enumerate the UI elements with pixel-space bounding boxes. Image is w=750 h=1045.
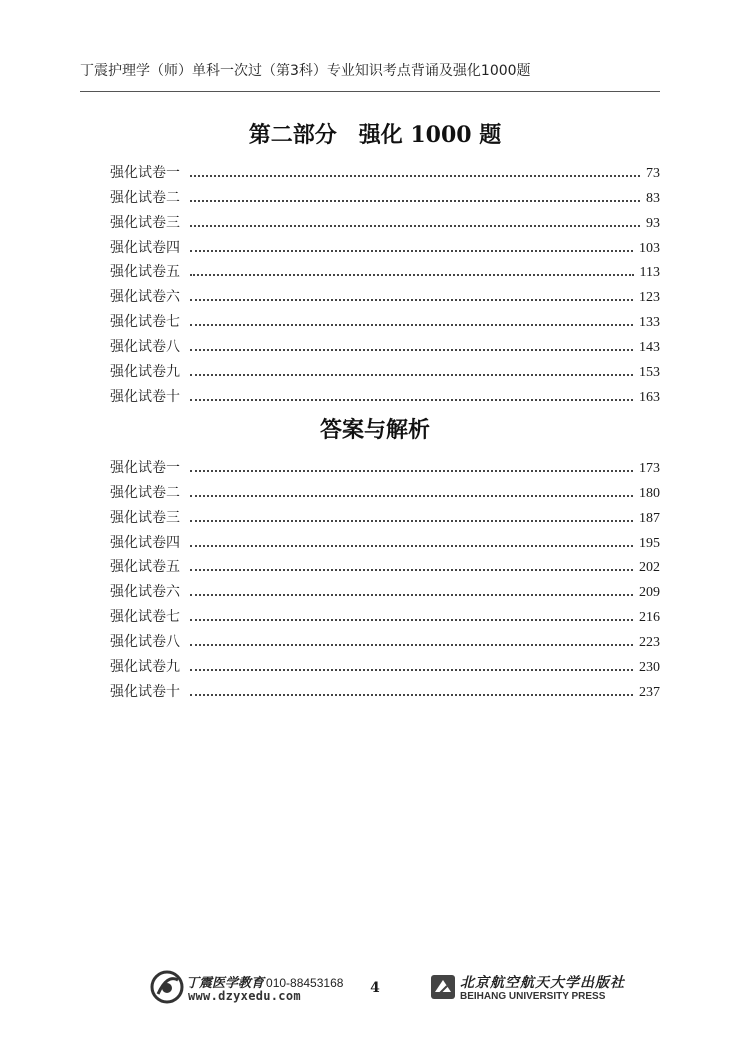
toc-leader-dots [190, 200, 640, 202]
toc-entry [110, 281, 660, 306]
toc-entry-label: 强化试卷七 [110, 609, 180, 626]
toc-leader-dots [190, 545, 633, 547]
toc-entry [110, 527, 660, 552]
toc-entry-label: 强化试卷九 [110, 364, 180, 381]
toc-entry-page: 133 [639, 315, 660, 331]
toc-entry [110, 502, 660, 527]
toc-entry-page: 93 [646, 215, 660, 231]
toc-entry-label: 强化试卷二 [110, 484, 180, 501]
answers-toc-list [110, 452, 660, 701]
toc-entry-label: 强化试卷八 [110, 339, 180, 356]
toc-entry-page: 173 [639, 460, 660, 476]
toc-entry-page: 123 [639, 290, 660, 306]
toc-entry-label: 强化试卷十 [110, 683, 180, 700]
toc-leader-dots [190, 399, 633, 401]
toc-entry [110, 356, 660, 381]
toc-entry [110, 207, 660, 232]
toc-entry-page: 143 [639, 340, 660, 356]
brand-name: 丁震医学教育 [186, 976, 265, 991]
toc-entry [110, 306, 660, 331]
toc-leader-dots [190, 175, 640, 177]
toc-leader-dots [190, 669, 633, 671]
toc-leader-dots [190, 694, 633, 696]
toc-leader-dots [190, 569, 633, 571]
toc-entry-page: 223 [639, 635, 660, 651]
press-logo-icon [430, 974, 456, 1000]
toc-entry [110, 576, 660, 601]
toc-entry [110, 381, 660, 406]
toc-leader-dots [190, 299, 633, 301]
toc-entry-page: 73 [646, 165, 660, 181]
toc-entry-label: 强化试卷六 [110, 289, 180, 306]
toc-entry [110, 676, 660, 701]
answers-title: 答案与解析 [319, 417, 430, 443]
toc-leader-dots [190, 619, 633, 621]
page-number: 4 [370, 980, 380, 996]
toc-leader-dots [190, 374, 633, 376]
toc-entry-page: 187 [639, 510, 660, 526]
publisher-brand-right [430, 968, 630, 1008]
toc-leader-dots [190, 495, 633, 497]
toc-entry-page: 195 [639, 535, 660, 551]
toc-entry [110, 477, 660, 502]
toc-entry-label: 强化试卷五 [110, 559, 180, 576]
press-name-en: BEIHANG UNIVERSITY PRESS [460, 991, 606, 1002]
toc-entry-label: 强化试卷三 [110, 214, 180, 231]
brand-url: www.dzyxedu.com [188, 989, 301, 1003]
toc-leader-dots [190, 225, 640, 227]
part-two-toc-list [110, 157, 660, 406]
toc-entry [110, 157, 660, 182]
toc-entry-page: 202 [639, 560, 660, 576]
toc-entry-label: 强化试卷一 [110, 459, 180, 476]
toc-entry-page: 163 [639, 389, 660, 405]
toc-leader-dots [190, 520, 633, 522]
part-two-title: 第二部分 强化 1000 题 [248, 122, 502, 148]
toc-entry [110, 601, 660, 626]
toc-entry-page: 113 [639, 265, 660, 281]
toc-entry-label: 强化试卷四 [110, 534, 180, 551]
toc-entry-page: 216 [639, 610, 660, 626]
toc-leader-dots [190, 250, 633, 252]
toc-leader-dots [190, 349, 633, 351]
toc-entry-label: 强化试卷二 [110, 189, 180, 206]
brand-phone: 010-88453168 [266, 976, 344, 990]
toc-entry [110, 331, 660, 356]
toc-entry-page: 209 [639, 585, 660, 601]
toc-entry [110, 232, 660, 257]
running-header: 丁震护理学（师）单科一次过（第3科）专业知识考点背诵及强化1000题 [80, 63, 531, 79]
toc-leader-dots [190, 324, 633, 326]
toc-entry-label: 强化试卷六 [110, 584, 180, 601]
toc-entry [110, 257, 660, 282]
toc-leader-dots [190, 274, 634, 276]
toc-entry-page: 237 [639, 684, 660, 700]
toc-entry-label: 强化试卷三 [110, 509, 180, 526]
toc-entry-page: 153 [639, 365, 660, 381]
toc-entry-page: 230 [639, 660, 660, 676]
toc-entry-label: 强化试卷七 [110, 314, 180, 331]
toc-entry-label: 强化试卷十 [110, 388, 180, 405]
toc-entry [110, 626, 660, 651]
toc-entry [110, 552, 660, 577]
toc-entry-label: 强化试卷一 [110, 164, 180, 181]
toc-entry [110, 452, 660, 477]
toc-entry-page: 83 [646, 190, 660, 206]
toc-entry-label: 强化试卷九 [110, 659, 180, 676]
press-name: 北京航空航天大学出版社 [460, 975, 625, 991]
toc-entry [110, 651, 660, 676]
toc-entry-label: 强化试卷四 [110, 239, 180, 256]
toc-entry-label: 强化试卷八 [110, 634, 180, 651]
toc-leader-dots [190, 644, 633, 646]
toc-entry [110, 182, 660, 207]
toc-entry-page: 180 [639, 485, 660, 501]
toc-entry-label: 强化试卷五 [110, 264, 180, 281]
toc-leader-dots [190, 470, 633, 472]
toc-entry-page: 103 [639, 240, 660, 256]
toc-leader-dots [190, 594, 633, 596]
header-divider [80, 91, 660, 92]
